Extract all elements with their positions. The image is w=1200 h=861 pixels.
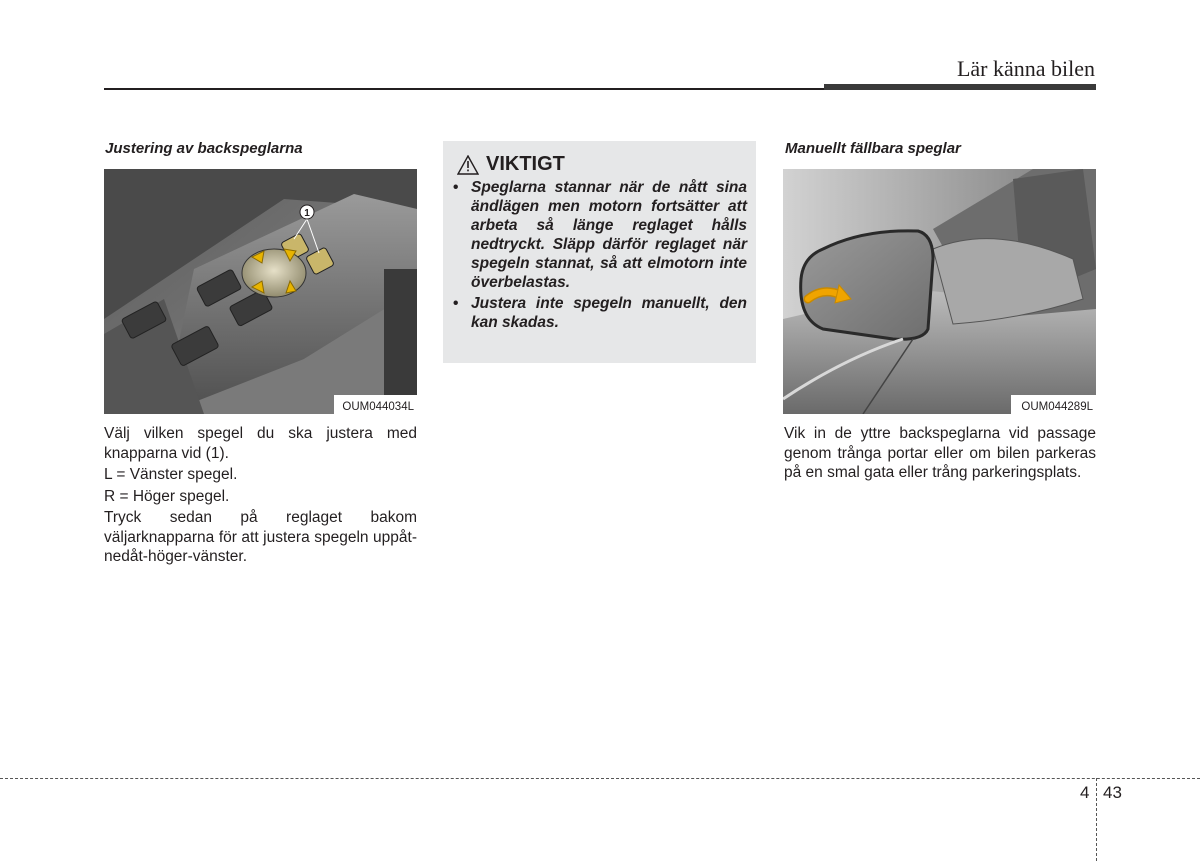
paragraph: L = Vänster spegel. — [104, 466, 238, 483]
mirror-switch-figure — [104, 169, 417, 414]
folding-mirror-text — [784, 424, 1096, 485]
warning-item-text: Speglarna stannar när de nått sina ändlägen men motorn fortsätter att arbeta så länge reglaget hålls nedtryckt. Släpp därför reglaget när spegeln stannat, så att elmotorn inte överbelastas. — [471, 179, 747, 291]
footer-divider — [1096, 778, 1097, 861]
paragraph: R = Höger spegel. — [104, 487, 230, 505]
mirror-switch-illustration — [104, 169, 417, 414]
paragraph: Välj vilken spegel du ska justera med knapparna vid (1). — [104, 425, 417, 462]
header-rule-accent — [824, 84, 1096, 90]
section-heading-folding-mirrors: Manuellt fällbara speglar — [785, 140, 961, 157]
figure-code: OUM044034L — [342, 401, 414, 413]
warning-item-text: Justera inte spegeln manuellt, den kan skadas. — [471, 295, 747, 331]
paragraph: Tryck sedan på reglaget bakom väljarknapparna för att justera spegeln uppåt-nedåt-höger-vänster. — [104, 509, 417, 565]
warning-box — [443, 141, 756, 363]
section-heading-mirror-adjustment: Justering av backspeglarna — [105, 140, 303, 157]
folding-mirror-figure — [783, 169, 1096, 414]
figure-code: OUM044289L — [1021, 401, 1093, 413]
footer-rule — [0, 778, 1200, 779]
page-number: 43 — [1103, 783, 1122, 802]
warning-item — [453, 178, 747, 292]
bullet: • — [453, 295, 459, 312]
warning-title: VIKTIGT — [486, 153, 565, 175]
chapter-number: 4 — [1080, 783, 1090, 802]
folding-mirror-illustration — [783, 169, 1096, 414]
warning-list — [453, 178, 747, 334]
chapter-title: Lär känna bilen — [956, 56, 1095, 81]
warning-triangle-icon — [457, 155, 479, 175]
mirror-adjustment-text — [104, 424, 417, 569]
bullet: • — [453, 179, 459, 196]
warning-item — [453, 294, 747, 332]
figure-callout-1: 1 — [304, 208, 310, 219]
paragraph: Vik in de yttre backspeglarna vid passage genom trånga portar eller om bilen parkeras på en smal gata eller trång parkeringsplats. — [784, 425, 1096, 481]
header-rule — [104, 88, 824, 90]
